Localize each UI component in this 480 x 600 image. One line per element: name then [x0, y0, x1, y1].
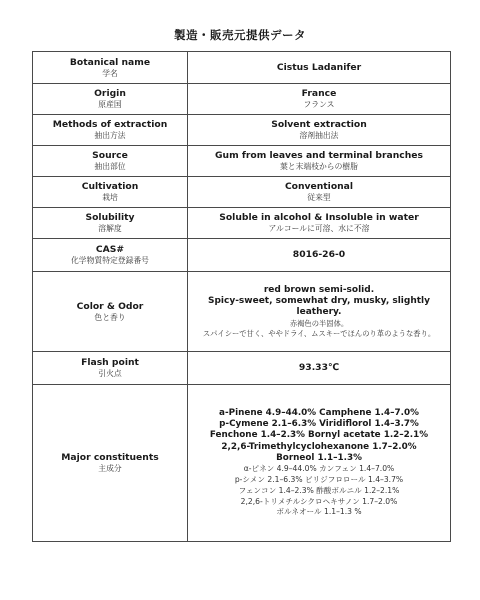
label-ja: 学名 [102, 68, 118, 78]
table-row-solubility [33, 208, 451, 239]
value-ja: フランス [303, 100, 335, 110]
label-cell [33, 52, 188, 84]
value-en-line: red brown semi-solid. [263, 284, 375, 295]
table-row-major-constituents [33, 385, 451, 542]
value-cell [188, 208, 451, 239]
constituent-line-ja: フェンコン 1.4–2.3% 酢酸ボルニル 1.2–2.1% [238, 485, 400, 495]
label-cell [33, 146, 188, 177]
value-ja: 葉と末端枝からの樹脂 [280, 162, 358, 172]
constituent-line-ja: α-ピネン 4.9–44.0% カンフェン 1.4–7.0% [243, 464, 395, 474]
constituent-line-ja: ボルネオール 1.1–1.3 % [276, 507, 362, 517]
label-cell [33, 84, 188, 115]
table-row-flash-point [33, 352, 451, 385]
label-ja: 原産国 [98, 100, 122, 110]
value-cell [188, 146, 451, 177]
label-cell [33, 385, 188, 542]
label-cell [33, 352, 188, 385]
constituent-line: a-Pinene 4.9–44.0% Camphene 1.4–7.0% [219, 407, 419, 418]
value-en: France [301, 88, 337, 100]
constituent-line: Borneol 1.1–1.3% [276, 452, 362, 463]
page-title: 製造・販売元提供データ [174, 28, 306, 42]
value-en: 93.33℃ [298, 362, 340, 374]
label-en: CAS# [95, 244, 125, 256]
label-ja: 溶解度 [98, 224, 122, 234]
value-en: Solvent extraction [271, 119, 367, 131]
label-en: Solubility [85, 212, 135, 224]
constituents-en [192, 408, 446, 464]
label-ja: 抽出方法 [94, 131, 126, 141]
label-ja: 色と香り [94, 312, 126, 322]
label-en: Methods of extraction [52, 119, 168, 131]
label-cell [33, 208, 188, 239]
constituent-line: p-Cymene 2.1–6.3% Viridiflorol 1.4–3.7% [219, 419, 419, 430]
value-cell [188, 115, 451, 146]
table-row-botanical-name [33, 52, 451, 84]
constituent-line: Fenchone 1.4–2.3% Bornyl acetate 1.2–2.1% [209, 430, 429, 441]
constituent-line-ja: p-シメン 2.1–6.3% ビリジフロロール 1.4–3.7% [234, 474, 404, 484]
label-ja: 化学物質特定登録番号 [71, 256, 149, 266]
table-row-cas [33, 239, 451, 272]
label-en: Color & Odor [76, 300, 144, 312]
label-en: Botanical name [69, 56, 151, 68]
label-ja: 引火点 [98, 369, 122, 379]
label-cell [33, 115, 188, 146]
label-en: Flash point [81, 357, 139, 369]
label-en: Major constituents [61, 452, 159, 464]
constituent-line: 2,2,6-Trimethylcyclohexanone 1.7–2.0% [221, 441, 417, 452]
value-cell [188, 272, 451, 352]
value-cell [188, 84, 451, 115]
value-ja-line: スパイシーで甘く、ややドライ、ムスキーでほんのり革のような香り。 [202, 328, 436, 338]
constituents-ja [192, 464, 446, 518]
value-en-line: leathery. [296, 307, 342, 318]
label-ja: 栽培 [102, 193, 118, 203]
table-row-methods-of-extraction [33, 115, 451, 146]
table-row-origin [33, 84, 451, 115]
value-cell [188, 52, 451, 84]
value-ja: アルコールに可溶、水に不溶 [268, 224, 370, 234]
label-cell [33, 177, 188, 208]
label-en: Source [92, 150, 128, 162]
value-cell [188, 385, 451, 542]
value-en: Gum from leaves and terminal branches [215, 150, 423, 162]
value-en: Cistus Ladanifer [276, 61, 362, 73]
label-ja: 抽出部位 [94, 162, 126, 172]
value-cell [188, 239, 451, 272]
value-ja: 溶剤抽出法 [299, 131, 339, 141]
value-en: Conventional [284, 181, 354, 193]
label-ja: 主成分 [98, 464, 122, 474]
value-en: Soluble in alcohol & Insoluble in water [219, 212, 419, 224]
label-cell [33, 272, 188, 352]
value-en: 8016-26-0 [292, 249, 346, 261]
spec-table [32, 51, 451, 542]
label-cell [33, 239, 188, 272]
value-en-line: Spicy-sweet, somewhat dry, musky, slightly [207, 295, 430, 306]
table-row-cultivation [33, 177, 451, 208]
constituent-line-ja: 2,2,6-トリメチルシクロヘキサノン 1.7–2.0% [240, 496, 398, 506]
value-cell [188, 352, 451, 385]
value-ja: 従来型 [307, 193, 331, 203]
label-en: Origin [94, 88, 126, 100]
table-row-source [33, 146, 451, 177]
value-en [192, 285, 446, 319]
value-ja-line: 赤褐色の半固体。 [289, 319, 349, 329]
value-cell [188, 177, 451, 208]
table-row-color-odor [33, 272, 451, 352]
label-en: Cultivation [81, 181, 139, 193]
value-ja [192, 319, 446, 338]
